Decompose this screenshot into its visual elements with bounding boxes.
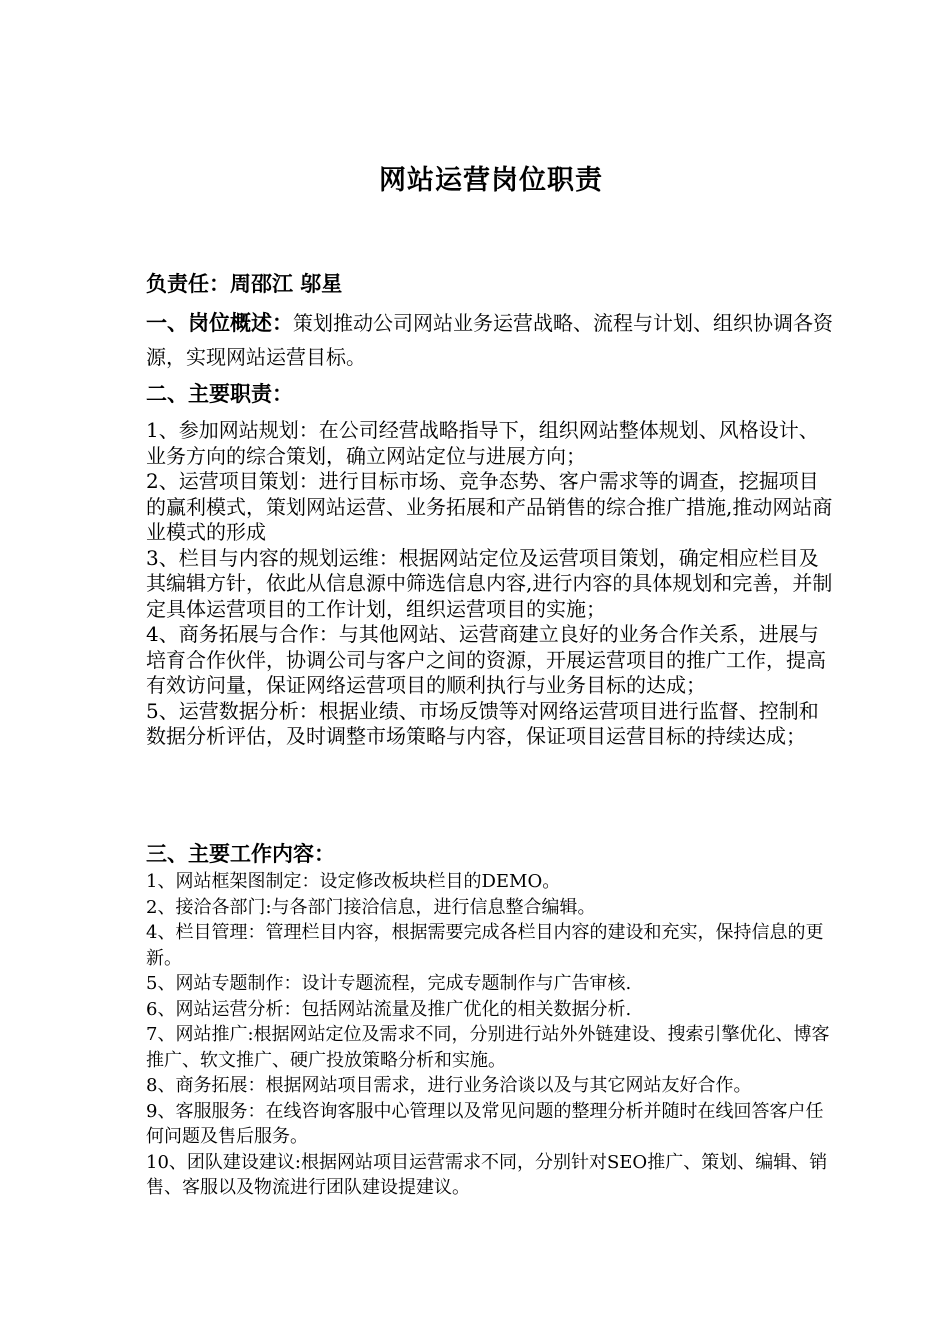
duty-item: 5、运营数据分析：根据业绩、市场反馈等对网络运营项目进行监督、控制和数据分析评估，及时调整市场策略与内容，保证项目运营目标的持续达成； [146, 698, 819, 748]
duty-item: 1、参加网站规划：在公司经营战略指导下，组织网站整体规划、风格设计、业务方向的综合策划，确立网站定位与进展方向； [146, 418, 819, 468]
duty-item: 3、栏目与内容的规划运维：根据网站定位及运营项目策划，确定相应栏目及其编辑方针，依此从信息源中筛选信息内容,进行内容的具体规划和完善，并制定具体运营项目的工作计划，组织运营项目的实施； [146, 545, 833, 621]
work-item: 7、网站推广:根据网站定位及需求不同，分别进行站外外链建设、搜索引擎优化、博客推广、软文推广、硬广投放策略分析和实施。 [146, 1024, 830, 1071]
work-item: 5、网站专题制作：设计专题流程，完成专题制作与广告审核. [146, 973, 632, 994]
work-items-list [146, 869, 836, 1201]
work-item: 6、网站运营分析：包括网站流量及推广优化的相关数据分析. [146, 998, 632, 1020]
page-title: 网站运营岗位职责 [379, 165, 603, 196]
overview-paragraph [146, 306, 836, 374]
section-heading-work: 三、主要工作内容： [146, 841, 335, 866]
work-item: 4、栏目管理：管理栏目内容，根据需要完成各栏目内容的建设和充实，保持信息的更新。 [146, 922, 824, 969]
duties-list [146, 418, 836, 750]
duty-item: 4、商务拓展与合作：与其他网站、运营商建立良好的业务合作关系，进展与培育合作伙伴，协调公司与客户之间的资源，开展运营项目的推广工作，提高有效访问量，保证网络运营项目的顺利执行与业务目标的达成； [146, 622, 826, 697]
responsible-persons: 负责任：周邵江 邬星 [146, 271, 343, 296]
work-item: 1、网站框架图制定：设定修改板块栏目的DEMO。 [146, 871, 561, 892]
work-item: 9、客服服务：在线咨询客服中心管理以及常见问题的整理分析并随时在线回答客户任何问题及售后服务。 [146, 1100, 824, 1147]
work-item: 10、团队建设建议:根据网站项目运营需求不同，分别针对SEO推广、策划、编辑、销售、客服以及物流进行团队建设提建议。 [146, 1151, 828, 1198]
overview-heading: 一、岗位概述： [146, 310, 293, 335]
work-item: 8、商务拓展：根据网站项目需求，进行业务洽谈以及与其它网站友好合作。 [146, 1075, 752, 1096]
work-item: 2、接洽各部门:与各部门接洽信息，进行信息整合编辑。 [146, 896, 596, 918]
section-heading-duties: 二、主要职责： [146, 381, 293, 406]
overview-text: 策划推动公司网站业务运营战略、流程与计划、组织协调各资源，实现网站运营目标。 [146, 311, 833, 369]
duty-item: 2、运营项目策划：进行目标市场、竞争态势、客户需求等的调查，挖掘项目的赢利模式，策划网站运营、业务拓展和产品销售的综合推广措施,推动网站商业模式的形成 [146, 469, 833, 544]
